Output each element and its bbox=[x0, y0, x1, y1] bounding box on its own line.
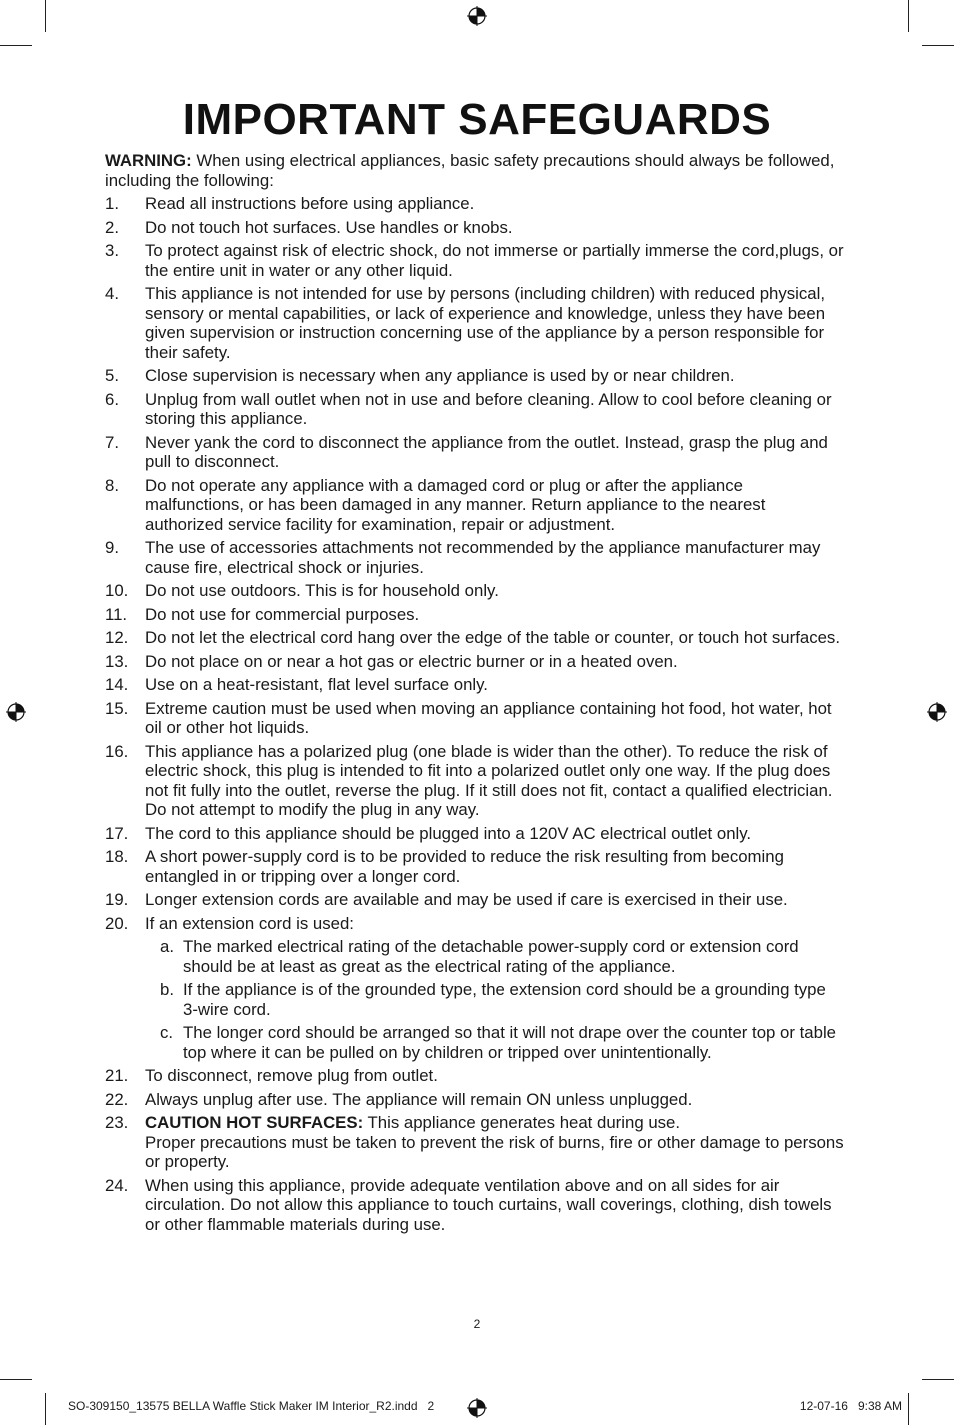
item-number: 14. bbox=[105, 675, 129, 694]
warning-paragraph bbox=[105, 151, 845, 190]
list-item bbox=[105, 914, 845, 1063]
item-text: Longer extension cords are available and may be used if care is exercised in their use. bbox=[145, 890, 788, 909]
item-text: Do not place on or near a hot gas or electric burner or in a heated oven. bbox=[145, 651, 678, 671]
safeguards-content bbox=[105, 151, 845, 1238]
list-item bbox=[105, 581, 845, 601]
item-number: 9. bbox=[105, 538, 119, 557]
list-item bbox=[105, 699, 845, 738]
item-number: 11. bbox=[105, 604, 128, 624]
item-text: Do not operate any appliance with a damaged cord or plug or after the appliance malfunctions, or has been damaged in any manner. Return appliance to the nearest authorized service facility for examination, repair or adjustment. bbox=[145, 475, 766, 534]
sub-list-item bbox=[145, 980, 845, 1019]
item-text: This appliance is not intended for use by persons (including children) with reduced physical, sensory or mental capabilities, or lack of experience and knowledge, unless they have been given supervision or instruction concerning use of the appliance by a person responsible for their safety. bbox=[145, 284, 826, 362]
registration-mark-icon bbox=[467, 1398, 487, 1418]
item-text: Use on a heat-resistant, flat level surface only. bbox=[145, 675, 488, 694]
list-item bbox=[105, 366, 845, 386]
item-number: 1. bbox=[105, 194, 119, 213]
item-number: 8. bbox=[105, 475, 119, 495]
extension-cord-sublist bbox=[145, 937, 845, 1062]
list-item bbox=[105, 218, 845, 238]
item-number: 6. bbox=[105, 389, 119, 409]
item-text: Close supervision is necessary when any appliance is used by or near children. bbox=[145, 366, 735, 385]
item-number: 3. bbox=[105, 241, 119, 260]
item-number: 21. bbox=[105, 1066, 129, 1085]
item-text: To disconnect, remove plug from outlet. bbox=[145, 1066, 438, 1085]
item-text: Always unplug after use. The appliance will remain ON unless unplugged. bbox=[145, 1089, 693, 1109]
list-item bbox=[105, 847, 845, 886]
registration-mark-icon bbox=[927, 702, 947, 722]
sub-list-item bbox=[145, 937, 845, 976]
item-text: Unplug from wall outlet when not in use and before cleaning. Allow to cool before cleaning or storing this appliance. bbox=[145, 389, 832, 428]
list-item bbox=[105, 824, 845, 844]
page-number: 2 bbox=[473, 1317, 481, 1331]
item-text: The use of accessories attachments not recommended by the appliance manufacturer may cause fire, electrical shock or injuries. bbox=[145, 538, 821, 577]
item-text: To protect against risk of electric shock, do not immerse or partially immerse the cord,plugs, or the entire unit in water or any other liquid. bbox=[145, 241, 844, 280]
list-item bbox=[105, 194, 845, 214]
item-number: 2. bbox=[105, 217, 119, 237]
list-item bbox=[105, 890, 845, 910]
slug-date: 12-07-16 bbox=[799, 1399, 848, 1413]
item-text: When using this appliance, provide adequate ventilation above and on all sides for air circulation. Do not allow this appliance to touch curtains, wall coverings, clothing, dish towels or other flammable materials during use. bbox=[145, 1175, 832, 1234]
sub-list-item bbox=[145, 1023, 845, 1062]
list-item bbox=[105, 1176, 845, 1235]
caution-text: This appliance generates heat during use. bbox=[363, 1113, 681, 1132]
crop-mark bbox=[45, 1393, 46, 1425]
list-item bbox=[105, 1113, 845, 1172]
registration-mark-icon bbox=[467, 6, 487, 26]
slug-time: 9:38 AM bbox=[857, 1399, 902, 1413]
sub-item-text: If the appliance is of the grounded type, the extension cord should be a grounding type 3-wire cord. bbox=[183, 980, 826, 1019]
slug-filename-text: SO-309150_13575 BELLA Waffle Stick Maker IM Interior_R2.indd bbox=[68, 1399, 418, 1413]
list-item bbox=[105, 433, 845, 472]
item-text: The cord to this appliance should be plugged into a 120V AC electrical outlet only. bbox=[145, 823, 752, 843]
list-item bbox=[105, 538, 845, 577]
item-text: Do not let the electrical cord hang over the edge of the table or counter, or touch hot surfaces. bbox=[145, 628, 840, 647]
list-item bbox=[105, 652, 845, 672]
caution-text-continued: Proper precautions must be taken to prevent the risk of burns, fire or other damage to persons or property. bbox=[145, 1132, 844, 1171]
item-number: 22. bbox=[105, 1089, 129, 1109]
item-number: 15. bbox=[105, 698, 129, 718]
item-number: 17. bbox=[105, 823, 129, 843]
item-number: 23. bbox=[105, 1113, 129, 1132]
item-text: Read all instructions before using appliance. bbox=[145, 194, 475, 213]
crop-mark bbox=[0, 1379, 32, 1380]
item-number: 18. bbox=[105, 847, 129, 866]
item-text: If an extension cord is used: bbox=[145, 913, 354, 933]
item-text: A short power-supply cord is to be provided to reduce the risk resulting from becoming entangled in or tripping over a longer cord. bbox=[145, 847, 784, 886]
item-text: Do not touch hot surfaces. Use handles or knobs. bbox=[145, 217, 513, 237]
item-text: This appliance has a polarized plug (one blade is wider than the other). To reduce the risk of electric shock, this plug is intended to fit into a polarized outlet only one way. If the plug does not fit fully into the outlet, reverse the plug. If it still does not fit, contact a qualified electrician. Do not attempt to modify the plug in any way. bbox=[145, 741, 833, 819]
warning-label: WARNING: bbox=[105, 151, 192, 170]
list-item bbox=[105, 476, 845, 535]
list-item bbox=[105, 742, 845, 820]
crop-mark bbox=[908, 1393, 909, 1425]
list-item bbox=[105, 390, 845, 429]
list-item bbox=[105, 241, 845, 280]
caution-label: CAUTION HOT SURFACES: bbox=[145, 1113, 364, 1132]
sub-item-letter: c. bbox=[160, 1023, 174, 1042]
item-number: 5. bbox=[105, 366, 119, 385]
warning-text: When using electrical appliances, basic safety precautions should always be followed, including the following: bbox=[105, 151, 835, 190]
crop-mark bbox=[908, 0, 909, 32]
item-number: 4. bbox=[105, 284, 119, 303]
item-text: Do not use for commercial purposes. bbox=[145, 604, 420, 624]
list-item bbox=[105, 628, 845, 648]
safeguards-list bbox=[105, 194, 845, 1234]
slug-page: 2 bbox=[427, 1399, 435, 1413]
list-item bbox=[105, 1066, 845, 1086]
item-text: Never yank the cord to disconnect the appliance from the outlet. Instead, grasp the plug and pull to disconnect. bbox=[145, 432, 828, 471]
list-item bbox=[105, 675, 845, 695]
sub-item-text: The marked electrical rating of the detachable power-supply cord or extension cord should be at least as great as the electrical rating of the appliance. bbox=[183, 937, 799, 976]
item-text: Do not use outdoors. This is for household only. bbox=[145, 581, 499, 600]
crop-mark bbox=[0, 45, 32, 46]
crop-mark bbox=[922, 45, 954, 46]
list-item bbox=[105, 1090, 845, 1110]
sub-item-letter: a. bbox=[160, 937, 174, 956]
item-number: 20. bbox=[105, 913, 129, 933]
item-number: 13. bbox=[105, 651, 129, 671]
item-number: 24. bbox=[105, 1175, 129, 1195]
crop-mark bbox=[922, 1379, 954, 1380]
item-number: 7. bbox=[105, 432, 119, 452]
list-item bbox=[105, 284, 845, 362]
item-number: 19. bbox=[105, 890, 129, 909]
registration-mark-icon bbox=[6, 702, 26, 722]
slug-filename bbox=[68, 1399, 434, 1413]
item-text: Extreme caution must be used when moving an appliance containing hot food, hot water, hot oil or other hot liquids. bbox=[145, 698, 832, 737]
item-number: 12. bbox=[105, 628, 129, 647]
sub-item-letter: b. bbox=[160, 980, 174, 999]
slug-timestamp bbox=[800, 1399, 902, 1413]
list-item bbox=[105, 605, 845, 625]
page-title: IMPORTANT SAFEGUARDS bbox=[182, 95, 772, 144]
item-number: 10. bbox=[105, 581, 129, 600]
item-number: 16. bbox=[105, 741, 129, 761]
sub-item-text: The longer cord should be arranged so that it will not drape over the counter top or table top where it can be pulled on by children or tripped over unintentionally. bbox=[183, 1023, 837, 1062]
crop-mark bbox=[45, 0, 46, 32]
